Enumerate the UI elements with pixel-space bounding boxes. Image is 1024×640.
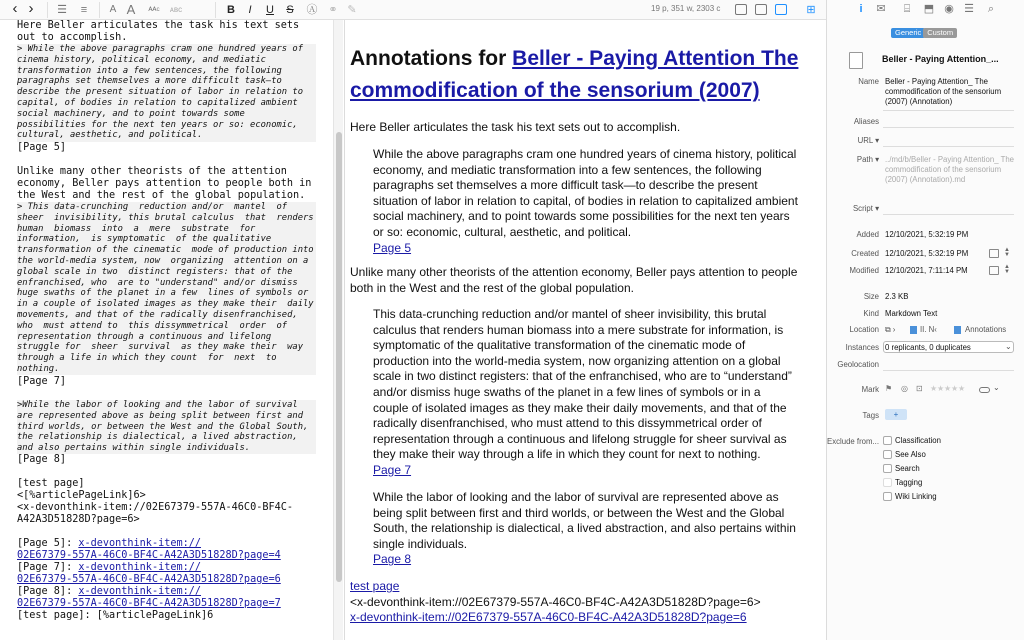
script-field[interactable] (883, 214, 1014, 215)
checkbox-search[interactable] (883, 464, 892, 473)
source-quote-2: > This data-crunching reduction and/or mantel of sheer invisibility, this brutal calculus that renders human biomass into a mere substrate for information, is symptomatic of the qualitative transformation of the cinematic mode of production into the world-media system, now organizing attention on a global scale in two distinct registers: that of the enfranchised, who are to "understand" and/or dismiss huge swaths of the planet in a few lines of symbols or in a couple of isolated images as they make their daily movements, and that of the radically disenfranchised, who must attend to this dissymmetrical order of representation through a continuous and lifelong struggle for sheer survival as they make their way through a life in which they count for next to nothing. (17, 202, 316, 375)
concordance-icon[interactable]: ◉ (944, 3, 954, 15)
created-stepper[interactable]: ▲ ▼ (1004, 247, 1010, 258)
unread-icon[interactable]: ◎ (901, 384, 908, 393)
ref-link[interactable]: 02E67379-557A-46C0-BF4C-A42A3D51828D?page=4 (17, 550, 281, 561)
modified-stepper[interactable]: ▲ ▼ (1004, 264, 1010, 275)
exclude-tagging: Tagging (895, 478, 923, 487)
path-label: Path ▾ (856, 155, 879, 164)
test-page-link[interactable]: test page (350, 579, 400, 593)
ref-page-7-cont (17, 574, 281, 586)
exclude-see-also: See Also (895, 450, 926, 459)
source-scrollbar-thumb[interactable] (336, 132, 342, 582)
preview-quote-1 (373, 147, 798, 256)
preview-title (350, 43, 820, 107)
image-icon[interactable]: ✎ (347, 4, 357, 16)
ref-link[interactable]: 02E67379-557A-46C0-BF4C-A42A3D51828D?page=7 (17, 598, 281, 609)
kind-label: Kind (863, 309, 879, 318)
quote-text: While the above paragraphs cram one hundred years of cinema history, political economy, and mediatic transformation into a few sentences, the following paragraphs set themselves a more difficult task—to describe the present situation of labor in relation to capital, of bodies in relation to capitalized ambient social machinery, and to point towards some possibilities for the next ten years or so: economic, cultural, aesthetic, and political. (373, 147, 798, 239)
text-style-icon[interactable]: Ⓐ (306, 4, 318, 16)
inspector-segment (891, 28, 957, 38)
source-quote-3: >While the labor of looking and the labor of survival are represented above as being split between first and third worlds, or between the West and the Global South, the relationship is dialectical, a lived abstraction, and also pertains within single individuals. (17, 400, 316, 454)
tags-icon[interactable]: ⬒ (923, 3, 935, 15)
view-source-icon[interactable] (735, 4, 747, 15)
source-page-5: [Page 5] (17, 142, 67, 153)
info-icon[interactable]: i (859, 3, 863, 15)
tab-custom[interactable]: Custom (923, 28, 957, 38)
markdown-preview (345, 20, 826, 640)
checkbox-wiki-linking[interactable] (883, 492, 892, 501)
url-field[interactable] (883, 146, 1014, 147)
ref-label: [Page 8]: (17, 586, 79, 597)
source-intro: Here Beller articulates the task his text sets out to accomplish. (17, 20, 300, 43)
source-quote-1: > While the above paragraphs cram one hundred years of cinema history, political economy, and mediatic transformation into a few sentences, the following paragraphs set themselves a more difficult task—to describe the present situation of labor in relation to capital, of bodies in relation to capitalized ambient social machinery, and to point towards some possibilities for the next ten years or so: economic, cultural, aesthetic, and political. (17, 44, 316, 142)
added-value: 12/10/2021, 5:32:19 PM (885, 230, 969, 239)
devon-link[interactable]: x-devonthink-item://02E67379-557A-46C0-BF4C-A42A3D51828D?page=6 (350, 610, 747, 625)
view-preview-icon[interactable] (755, 4, 767, 15)
name-field[interactable]: Beller - Paying Attention_ The commodification of the sensorium (2007) (Annotation) (885, 77, 1002, 106)
preview-intro: Here Beller articulates the task his text sets out to accomplish. (350, 120, 681, 134)
exclude-label: Exclude from... (827, 437, 879, 446)
location-part-2[interactable]: Annotations (965, 325, 1007, 334)
geolocation-field[interactable] (883, 370, 1014, 371)
chevron-down-icon: ⌄ (1005, 342, 1012, 351)
page-7-link[interactable]: Page 7 (373, 462, 412, 477)
page-8-link[interactable]: Page 8 (373, 552, 412, 567)
toolbar-divider (215, 2, 216, 18)
location-part-1[interactable]: II. N‹ (920, 325, 937, 334)
smaller-font-button[interactable]: A (109, 4, 117, 15)
ref-link[interactable]: x-devonthink-item:// (78, 586, 202, 597)
view-split-icon[interactable] (775, 4, 787, 15)
ref-page-5-cont (17, 550, 281, 562)
source-devon-line-1: <x-devonthink-item://02E67379-557A-46C0-BF4C- (17, 502, 294, 513)
checkbox-classification[interactable] (883, 436, 892, 445)
path-value: ../md/b/Beller - Paying Attention_ The commodification of the sensorium (2007) (Annotation).md (885, 155, 1015, 184)
size-label: Size (863, 292, 879, 301)
small-caps-button[interactable]: ᴀʙᴄ (169, 5, 183, 14)
folder-icon (910, 326, 917, 334)
word-count-stats: 19 p, 351 w, 2303 c (651, 4, 721, 13)
tab-generic[interactable]: Generic (891, 28, 925, 38)
change-case-button[interactable]: ᴬᴬᶜ (148, 5, 160, 15)
calendar-icon[interactable] (989, 249, 999, 258)
added-label: Added (856, 230, 879, 239)
document-icon (849, 52, 863, 69)
name-label: Name (858, 77, 879, 86)
modified-label: Modified (849, 266, 879, 275)
preview-references (350, 579, 815, 626)
instances-value: 0 replicants, 0 duplicates (885, 343, 971, 352)
ref-page-8 (17, 586, 201, 598)
sidebar-toggle-icon[interactable]: ⊞ (806, 4, 816, 16)
larger-font-button[interactable]: A (126, 2, 136, 17)
label-icon[interactable] (979, 387, 990, 393)
checkbox-see-also[interactable] (883, 450, 892, 459)
markdown-source-editor[interactable] (0, 20, 345, 640)
inspector-panel (826, 0, 1024, 640)
toc-icon[interactable]: ☰ (964, 3, 974, 15)
ref-link[interactable]: x-devonthink-item:// (78, 538, 202, 549)
ref-page-8-cont (17, 598, 281, 610)
geolocation-label: Geolocation (837, 360, 879, 369)
strikethrough-button[interactable]: S (286, 4, 294, 16)
bold-button[interactable]: B (227, 4, 235, 16)
flag-icon[interactable]: ⚑ (885, 384, 892, 393)
exclude-classification: Classification (895, 436, 941, 445)
script-label: Script ▾ (852, 204, 879, 213)
ref-link[interactable]: 02E67379-557A-46C0-BF4C-A42A3D51828D?page=6 (17, 574, 281, 585)
search-icon[interactable]: ⌕ (987, 3, 995, 15)
ref-page-7 (17, 562, 201, 574)
modified-field[interactable]: 12/10/2021, 7:11:14 PM (885, 266, 968, 275)
exclude-search: Search (895, 464, 920, 473)
ref-link[interactable]: x-devonthink-item:// (78, 562, 202, 573)
field-divider (883, 110, 1014, 111)
title-prefix: Annotations for (350, 47, 513, 70)
chevron-down-icon[interactable]: ⌄ (993, 383, 1000, 392)
folder-icon (954, 326, 961, 334)
source-article-link: <[%articlePageLink]6> (17, 490, 146, 501)
mark-label: Mark (861, 385, 879, 394)
ref-page-5 (17, 538, 201, 550)
source-paragraph-2: Unlike many other theorists of the attention economy, Beller pays attention to people both in the West and the rest of the global population. (17, 166, 312, 201)
devon-text: <x-devonthink-item://02E67379-557A-46C0-BF4C-A42A3D51828D?page=6> (350, 594, 761, 609)
annotation-icon[interactable]: ✉ (876, 3, 886, 15)
preview-paragraph-2: Unlike many other theorists of the attention economy, Beller pays attention to people both in the West and the rest of the global population. (350, 265, 798, 295)
source-test-page: [test page] (17, 478, 85, 489)
aliases-label: Aliases (853, 117, 879, 126)
toolbar-divider (47, 2, 48, 18)
exclude-wiki-linking: Wiki Linking (895, 492, 937, 501)
source-devon-line-2: A42A3D51828D?page=6> (17, 514, 140, 525)
url-label: URL ▾ (857, 136, 879, 145)
instances-label: Instances (845, 343, 879, 352)
document-name: Beller - Paying Attention_... (882, 54, 999, 64)
link-icon[interactable]: ⚭ (328, 4, 338, 16)
created-field[interactable]: 12/10/2021, 5:32:19 PM (885, 249, 969, 258)
forward-button[interactable]: › (28, 0, 34, 17)
page-5-link[interactable]: Page 5 (373, 240, 412, 255)
quote-text: This data-crunching reduction and/or mantel of sheer invisibility, this brutal calculus that renders human biomass into a mere substrate for information, is symptomatic of the qualitative transformation of the cinematic mode of production into the world-media system, now organizing attention on a global scale in two distinct registers: that of the enfranchised, who are to “understand” and/or dismiss huge swaths of the planet in a few lines of symbols or in a couple of isolated images as they make their daily movements, and that of the radically disenfranchised, who must attend to this dissymmetrical order of representation through a continuous and lifelong struggle for sheer survival as they make their way through a life in which they count for next to nothing. (373, 307, 792, 462)
italic-button[interactable]: I (248, 4, 252, 16)
bullet-list-icon[interactable]: ☰ (57, 4, 67, 16)
ref-test-page: [test page]: [%articlePageLink]6 (17, 610, 214, 621)
source-page-8: [Page 8] (17, 454, 67, 465)
preview-quote-2 (373, 307, 798, 479)
editor-toolbar (0, 0, 826, 20)
toolbar-divider (99, 2, 100, 18)
database-icon[interactable]: ⧉ › (885, 325, 896, 334)
quote-text: While the labor of looking and the labor of survival are represented above as being split between first and third worlds, or between the West and the Global South, the relationship is dialectical, a lived abstraction, and also pertains within single individuals. (373, 490, 796, 551)
size-value: 2.3 KB (885, 292, 909, 301)
preview-quote-3 (373, 490, 798, 568)
tags-label: Tags (862, 411, 879, 420)
add-tag-button[interactable]: + (885, 409, 907, 420)
ref-label: [Page 7]: (17, 562, 79, 573)
location-label: Location (849, 325, 879, 334)
ref-label: [Page 5]: (17, 538, 79, 549)
back-button[interactable]: ‹ (12, 0, 18, 17)
lock-icon[interactable]: ⊡ (916, 384, 923, 393)
links-icon[interactable]: ⌸ (903, 3, 911, 15)
source-page-7: [Page 7] (17, 376, 67, 387)
numbered-list-icon[interactable]: ≡ (80, 4, 88, 16)
created-label: Created (851, 249, 879, 258)
calendar-icon[interactable] (989, 266, 999, 275)
underline-button[interactable]: U (266, 4, 274, 16)
kind-value: Markdown Text (885, 309, 938, 318)
aliases-field[interactable] (883, 127, 1014, 128)
title-link[interactable]: Beller - Paying Attention The commodification of the sensorium (2007) (350, 47, 799, 102)
checkbox-tagging[interactable] (883, 478, 892, 487)
rating-stars[interactable]: ★★★★★ (930, 384, 965, 393)
